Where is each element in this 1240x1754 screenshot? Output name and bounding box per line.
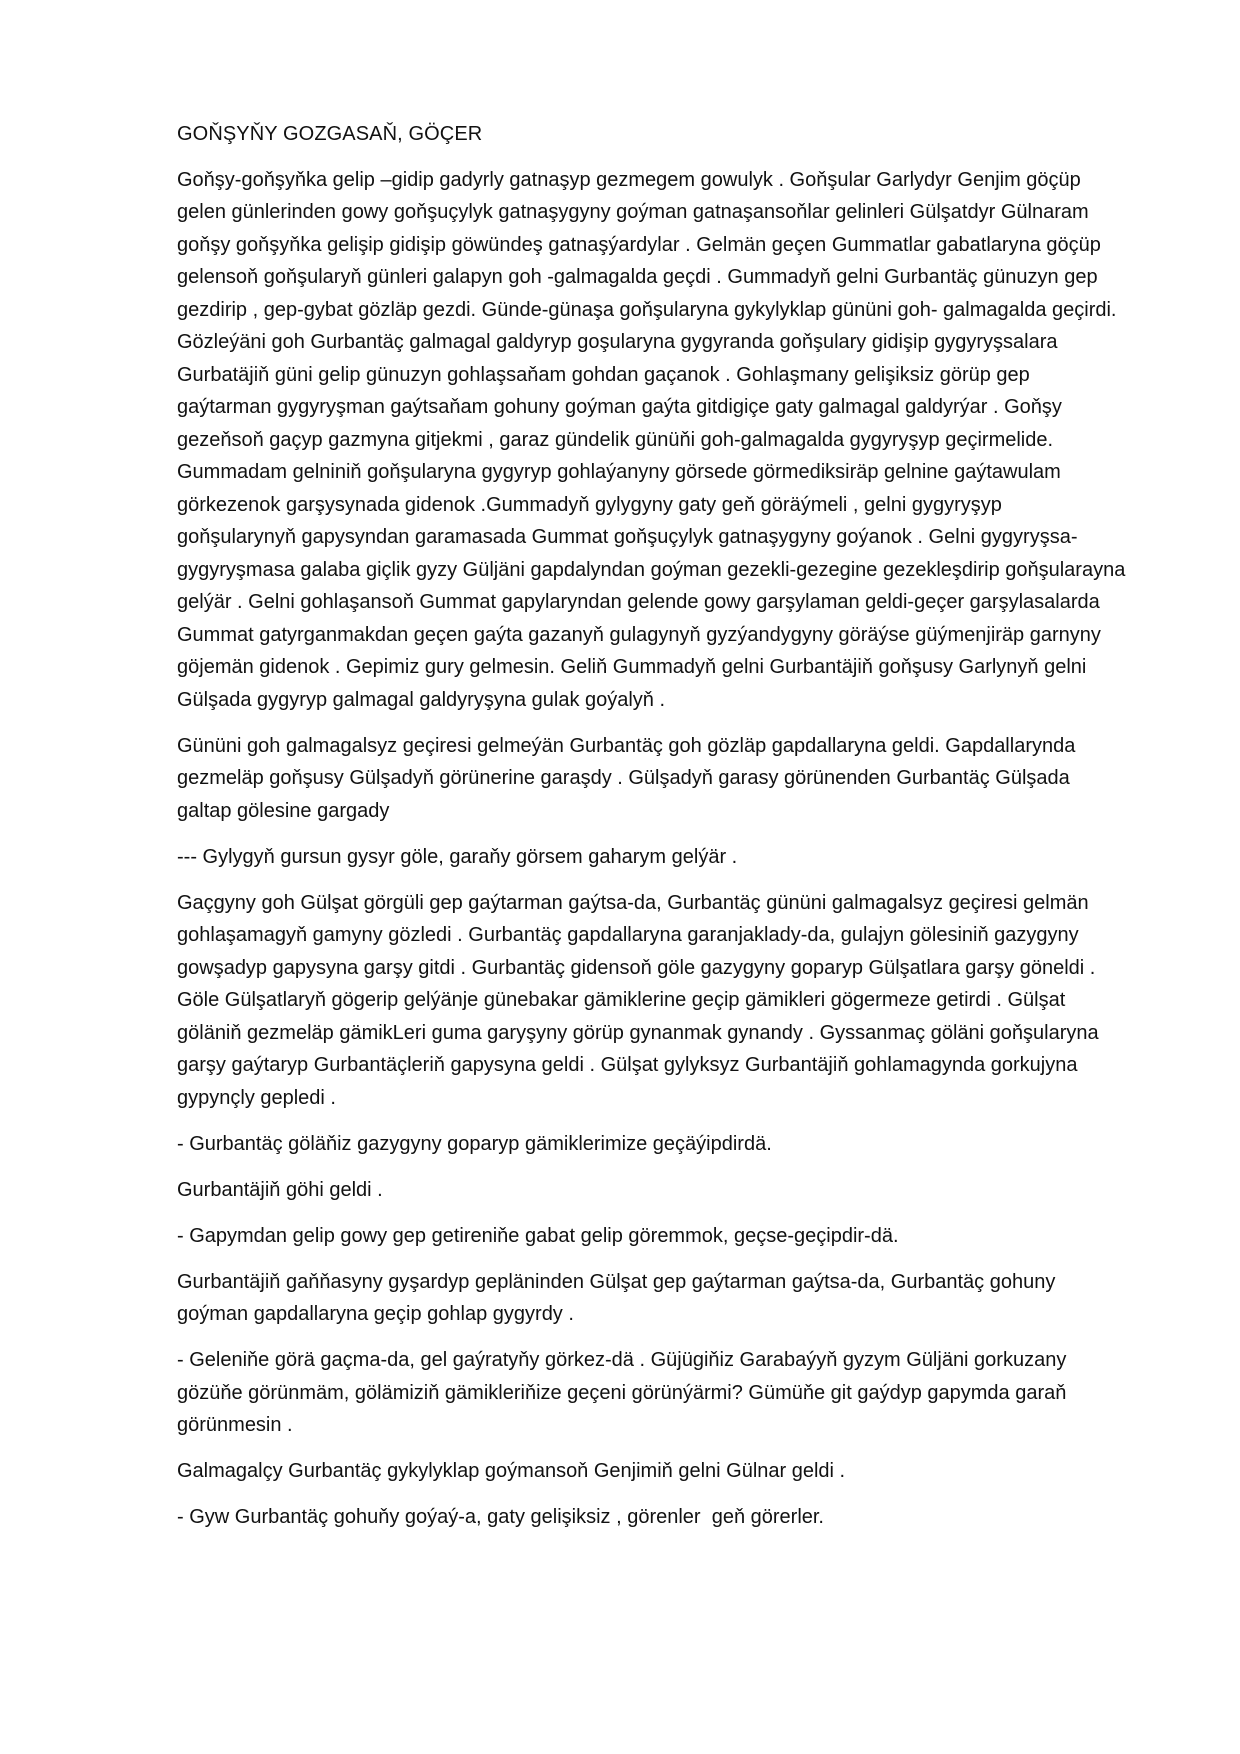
paragraph-2: Gününi goh galmagalsyz geçiresi gelmeýän Gurbantäç goh gözläp gapdallaryna geldi. Gapdallarynda gezmeläp goňşusy Gülşadyň görünerine garaşdy . Gülşadyň garasy görünenden Gurbantäç Gülşada galtap gölesine gargady (177, 734, 1076, 822)
paragraph-11: - Gyw Gurbantäç gohuňy goýaý-a, gaty gelişiksiz , görenler geň görerler. (177, 1506, 824, 1528)
paragraph-8: Gurbantäjiň gaňňasyny gyşardyp gepläninden Gülşat gep gaýtarman gaýtsa-da, Gurbantäç gohuny goýman gapdallaryna geçip gohlap gygyrdy . (177, 1270, 1056, 1325)
paragraph-1: Goňşy-goňşyňka gelip –gidip gadyrly gatnaşyp gezmegem gowulyk . Goňşular Garlydyr Genjim göçüp gelen günlerinden gowy goňşuçylyk gatnaşygyny goýman gatnaşansoňlar gelinleri Gülşatdyr Gülnaram goňşy goňşyňka gelişip gidişip göwündeş gatnaşýardylar . Gelmän geçen Gummatlar gabatlaryna göçüp gelensoň goňşularyň günleri galapyn goh -galmagalda geçdi . Gummadyň gelni Gurbantäç günuzyn gep gezdirip , gep-gybat gözläp gezdi. Günde-günaşa goňşularyna gykylyklap gününi goh- galmagalda geçirdi. Gözleýäni goh Gurbantäç galmagal galdyryp goşularyna gygyranda goňşulary gidişip gygyryşsalara Gurbatäjiň güni gelip günuzyn gohlaşsaňam gohdan gaçanok . Gohlaşmany gelişiksiz görüp gep gaýtarman gygyryşman gaýtsaňam gohuny goýman gaýta gitdigiçe gaty galmagal galdyrýar . Goňşy gezeňsoň gaçyp gazmyna gitjekmi , garaz gündelik günüňi goh-galmagalda gygyryşyp geçirmelide. Gummadam gelniniň goňşularyna gygyryp gohlaýanyny görsede görmediksiräp gelnine gaýtawulam görkezenok garşysynada gidenok .Gummadyň gylygyny gaty geň göräýmeli , gelni gygyryşyp goňşularynyň gapysyndan garamasada Gummat goňşuçylyk gatnaşygyny goýanok . Gelni gygyryşsa- gygyryşmasa galaba giçlik gyzy Güljäni gapdalyndan goýman gezekli-gezegine gezekleşdirip goňşularayna gelýär . Gelni gohlaşansoň Gummat gapylaryndan gelende gowy garşylaman geldi-geçer garşylasalarda Gummat gatyrganmakdan geçen gaýta gazanyň gulagynyň gyzýandygyny göräýse güýmenjiräp garnyny göjemän gidenok . Gepimiz gury gelmesin. Geliň Gummadyň gelni Gurbantäjiň goňşusy Garlynyň gelni Gülşada gygyryp galmagal galdyryşyna gulak goýalyň . (177, 168, 1126, 711)
paragraph-3: --- Gylygyň gursun gysyr göle, garaňy görsem gaharym gelýär . (177, 845, 738, 868)
paragraph-5: - Gurbantäç göläňiz gazygyny goparyp gämiklerimize geçäýipdirdä. (177, 1132, 772, 1155)
paragraph-7: - Gapymdan gelip gowy gep getireniňe gabat gelip göremmok, geçse-geçipdir-dä. (177, 1224, 899, 1247)
paragraph-4: Gaçgyny goh Gülşat görgüli gep gaýtarman gaýtsa-da, Gurbantäç gününi galmagalsyz geçiresi gelmän gohlaşamagyň gamyny gözledi . Gurbantäç gapdallaryna garanjaklady-da, gulajyn gölesiniň gazygyny gowşadyp gapysyna garşy gitdi . Gurbantäç gidensoň göle gazygyny goparyp Gülşatlara garşy göneldi . Göle Gülşatlaryň gögerip gelýänje günebakar gämiklerine geçip gämikleri gögermeze getirdi . Gülşat göläniň gezmeläp gämikLeri guma garyşyny görüp gynanmak gynandy . Gyssanmaç göläni goňşularyna garşy gaýtaryp Gurbantäçleriň gapysyna geldi . Gülşat gylyksyz Gurbantäjiň gohlamagynda gorkujyna gypynçly gepledi . (177, 891, 1099, 1109)
paragraph-10: Galmagalçy Gurbantäç gykylyklap goýmansoň Genjimiň gelni Gülnar geldi . (177, 1460, 846, 1482)
paragraph-6: Gurbantäjiň göhi geldi . (177, 1178, 383, 1201)
paragraph-9: - Geleniňe görä gaçma-da, gel gaýratyňy görkez-dä . Güjügiňiz Garabaýyň gyzym Güljäni gorkuzany gözüňe görünmäm, gölämiziň gämikleriňize geçeni görünýärmi? Gümüňe git gaýdyp gapymda garaň görünmesin . (177, 1349, 1067, 1436)
document-page (177, 118, 1162, 1547)
document-title: GOŇŞYŇY GOZGASAŇ, GÖÇER (177, 123, 483, 145)
